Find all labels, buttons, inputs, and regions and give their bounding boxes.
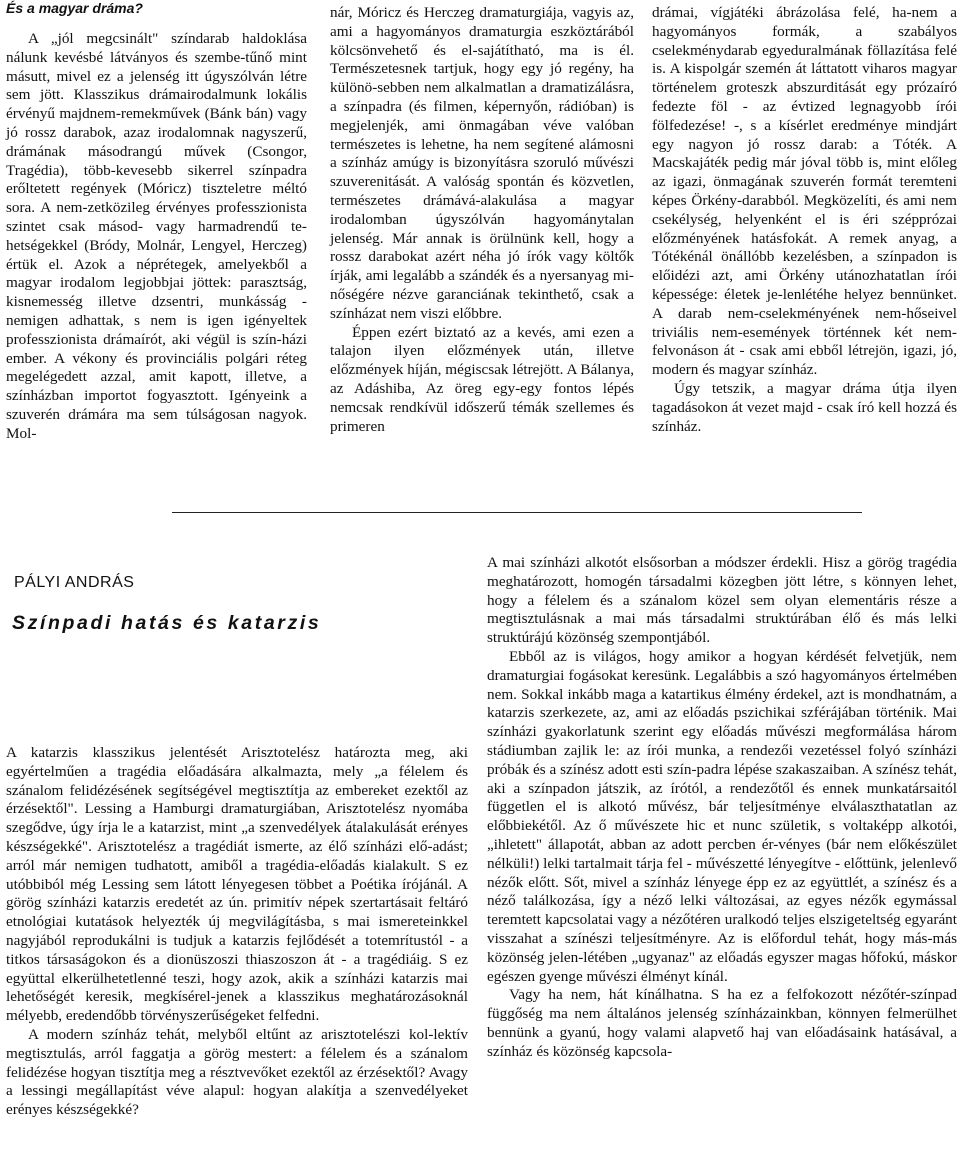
paragraph: drámai, vígjátéki ábrázolása felé, ha-nem a hagyományos formák, a szabályos cselekménydarab egyeduralmának föllazítása felé is. A kispolgár szemén át láttatott viharos magyar történelem groteszk abszurditását egy prózaíró fedezte föl - az évtized legnagyobb írói fölfedezése! -, s a kísérlet eredménye mindjárt egy nagyon jó rossz darab: a Tóték. A Macskajáték pedig már jóval több is, mint előleg az igazi, önmagának szuverén formát teremteni képes Örkény-darabból. Megközelíti, és ami nem csekélység, helyenként el is éri szépprózai előzményének hatásfokát. A remek anyag, a Tótékénál önállóbb kezelésben, a színpadon is előidézi azt, ami Örkény utánozhatatlan írói képessége: életek je-lenlétéhe helyez bennünket. A darab nem-cselekményének nem-hőseivel triviális nem-események történnek két nem-felvonáson át - csak ami ebből létrejön, igazi, jó, modern és magyar színház. bbox=[652, 4, 957, 379]
essay-column-1 bbox=[6, 30, 307, 444]
paragraph: nár, Móricz és Herczeg dramaturgiája, vagyis az, ami a hagyományos dramaturgia eszköztárából kölcsönvehető és el-sajátítható, ma is él. Természetesnek tartjuk, hogy egy jó regény, ha különö-sebben nem alkalmatlan a dramatizálásra, a színpadra (és filmen, képernyőn, rádióban) is megjelenjék, ami önmagában véve valóban természetes is lehetne, ha nem segítené alámosni a színház amúgy is bizonyításra szoruló művészi szuverenitását. A valóság spontán és közvetlen, természetes drámává-alakulása a magyar irodalomban úgyszólván hagyománytalan jelenség. Már annak is örülnünk kell, hogy a rossz darabokat azért néha jó írók vagy költők írják, ami legalább a szándék és a nyersanyag mi-nőségére nézve garanciának tekinthető, csak a színházat nem viszi előbbre. bbox=[330, 4, 634, 322]
paragraph: A katarzis klasszikus jelentését Arisztotelész határozta meg, aki egyértelműen a tragédia előadására alkalmazta, mely „a félelem és szánalom felidézésének segítségével megtisztítja az embereket ezektől az érzésektől". Lessing a Hamburgi dramaturgiában, Arisztotelész nyomába szegődve, úgy írja le a katarzist, mint „a szenvedélyek átalakulását erényes készségekké". Arisztotelész a tragédiát ismerte, az élő színházi elő-adást; arról már nemigen tudhatott, amiből a tragédia-előadás kialakult. S ez utóbbiból még Lessing sem látott lényegesen többet a Poétika írójánál. A görög színházi katarzis eredetét az ún. primitív népek szertartásait feltáró etnológiai kutatások helyezték új megvilágításba, s mai ismereteinkkel nagyjából reprodukálni is tudjuk a katarzis fejlődését a totemrítustól - a titkos társaságokon és a dionüszoszi thiaszoszon át - a tragédiáig. S ez együttal elkerülhetetlenné teszi, hogy azok, akik a színházi katarzis mai lehetőségét keresik, megkísérel-jenek a klasszikus meghatározásoknál mélyebb, eredendőbb törvényszerűségeket felfedni. bbox=[6, 744, 468, 1025]
paragraph: A mai színházi alkotót elsősorban a módszer érdekli. Hisz a görög tragédia meghatározott, homogén társadalmi közegben jött létre, s könnyen lehet, hogy a félelem és a szánalom közel sem olyan elementáris része a megtisztulásnak a mai más társadalmi struktúrában élő és más lelki struktúrájú közönség szempontjából. bbox=[487, 554, 957, 647]
paragraph: Ebből az is világos, hogy amikor a hogyan kérdését felvetjük, nem dramaturgiai fogásokat keresünk. Legalábbis a szó hagyományos értelmében nem. Sokkal inkább maga a katartikus élmény érdekel, azt is mondhatnám, a katarzis szerkezete, az, ami az előadás pszichikai szférájában történik. Mai színházi gyakorlatunk szerint egy előadás művészi megformálása három stádiumban zajlik le: az írói munka, a rendezői vezetéssel folyó színházi próbák és a színész adott esti szín-padra lépése szakaszaiban. A színész tehát, aki a színpadon játszik, az írótól, a rendezőtől és ennek munkatársaitól független el is alkotó művész, bár teljesítménye elválaszthatatlan az előbbiekétől. Az ő művészete hic et nunc születik, s voltaképp alkotói, „ihletett" állapotát, abban az adott percben ér-vényes (bár nem előkészület nélküli!) lelki tartalmait tárja fel - művészetté lényegítve - előttünk, jelenlevő nézők előtt. Sőt, mivel a színház lényege épp ez az együttlét, a színész és a néző találkozása, így a néző lelki változásai, az egyes nézők egymással teremtett kapcsolatai vagy a nézőtéren uralkodó teljes elszigeteltség egyaránt visszahat a színészi teljesítményre. Az is előfordul tehát, hogy más-más közönség jelen-létében „ugyanaz" az előadás egyszer magas hőfokú, máskor egészen gyenge művészi élményt kínál. bbox=[487, 647, 957, 985]
article-author: PÁLYI ANDRÁS bbox=[14, 574, 135, 591]
section-title: És a magyar dráma? bbox=[6, 0, 143, 16]
paragraph: A modern színház tehát, melyből eltűnt az arisztotelészi kol-lektív megtisztulás, arról faggatja a görög mestert: a félelem és a szánalom felidézése hogyan tisztítja meg a résztvevőket ezektől az érzésektől? Avagy a lessingi megállapítást véve alapul: hogyan alakítja a szenvedélyeket erényes készségekké? bbox=[6, 1025, 468, 1119]
paragraph: Éppen ezért biztató az a kevés, ami ezen a talajon ilyen előzmények után, illetve előzmények híján, mégiscsak létrejött. A Bálanya, az Adáshiba, Az öreg egy-egy fontos lépés nemcsak rendkívül időszerű témák szellemes és primeren bbox=[330, 323, 634, 435]
paragraph: A „jól megcsinált" színdarab haldoklása nálunk kevésbé látványos és szembe-tűnő mint másutt, mivel ez a jelenség itt úgyszólván létre sem jött. Klasszikus drámairodalmunk lokális érvényű majdnem-remekművek (Bánk bán) vagy jó rossz darabok, azaz irodalomnak nagyszerű, drámának másodrangú művek (Csongor, Tragédia), több-kevesebb sikerrel színpadra erőltetett regények (Móricz) tiszteletre méltó sora. A nem-zetközileg érvényes professzionista szintet csak másod- vagy harmadrendű te-hetségekkel (Bródy, Molnár, Lengyel, Herczeg) értük el. Azok a néprétegek, amelyekből a magyar irodalom legjobbjai jöttek: parasztság, kisnemesség illetve dzsentri, munkásság - nemigen adhattak, s nem is igen igényeltek professzionista drámaírót, aki végül is szín-házi ember. A vékony és provinciális polgári réteg megelégedett azzal, amit kapott, illetve, a színházban importot fogyasztott. Igényeink a szuverén drámára ma sem túlságosan nagyok. Mol- bbox=[6, 30, 307, 442]
section-divider bbox=[172, 512, 862, 513]
article-column-left bbox=[6, 744, 468, 1120]
essay-column-3 bbox=[652, 4, 957, 436]
article-column-right bbox=[487, 554, 957, 1062]
essay-column-2 bbox=[330, 4, 634, 436]
paragraph: Vagy ha nem, hát kínálhatna. S ha ez a felfokozott nézőtér-színpad függőség ma nem általános jelenség színházainkban, könnyen felmerülhet bennünk a gyanú, hogy valami alapvető haj van előadásaink hatásával, a színház és közönség kapcsola- bbox=[487, 986, 957, 1060]
article-title: Színpadi hatás és katarzis bbox=[12, 612, 322, 634]
paragraph: Úgy tetszik, a magyar dráma útja ilyen tagadásokon át vezet majd - csak író kell hozzá és színház. bbox=[652, 379, 957, 435]
